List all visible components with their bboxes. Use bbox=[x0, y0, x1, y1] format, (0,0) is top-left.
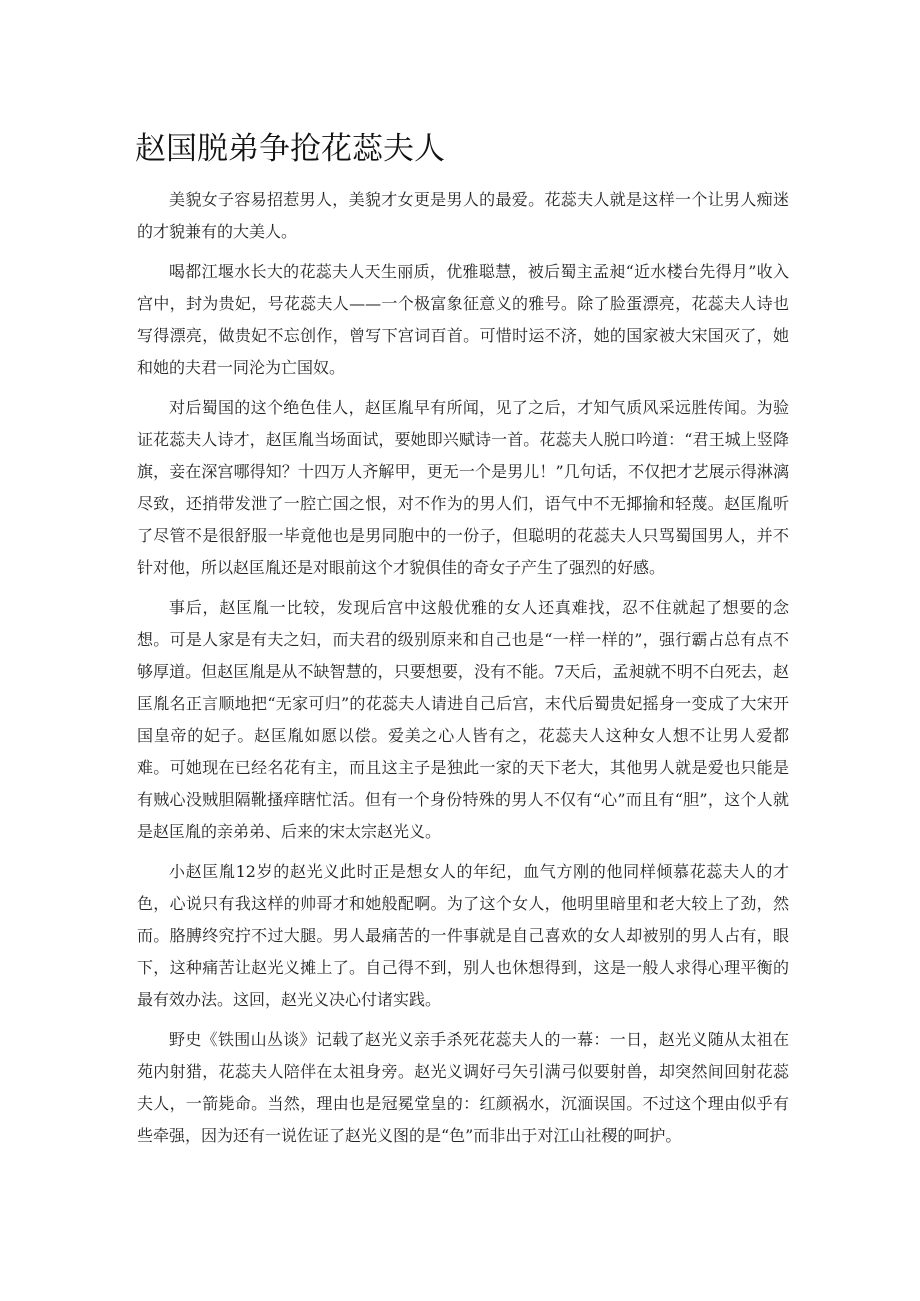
page-title: 赵国脱弟争抢花蕊夫人 bbox=[135, 131, 445, 167]
paragraph: 野史《铁围山丛谈》记载了赵光义亲手杀死花蕊夫人的一幕：一日，赵光义随从太祖在苑内射猎，花蕊夫人陪伴在太祖身旁。赵光义调好弓矢引满弓似要射兽，却突然间回射花蕊夫人，一箭毙命。当然，理由也是冠冕堂皇的：红颜祸水，沉湎误国。不过这个理由似乎有些牵强，因为还有一说佐证了赵光义图的是“色”而非出于对江山社稷的呵护。 bbox=[137, 1030, 789, 1145]
paragraph: 美貌女子容易招惹男人，美貌才女更是男人的最爱。花蕊夫人就是这样一个让男人痴迷的才貌兼有的大美人。 bbox=[137, 190, 789, 241]
paragraph: 事后，赵匡胤一比较，发现后宫中这般优雅的女人还真难找，忍不住就起了想要的念想。可是人家是有夫之妇，而夫君的级别原来和自己也是“一样一样的”，强行霸占总有点不够厚道。但赵匡胤是从不缺智慧的，只要想要，没有不能。7天后，孟昶就不明不白死去，赵匡胤名正言顺地把“无家可归”的花蕊夫人请进自己后宫，末代后蜀贵妃摇身一变成了大宋开国皇帝的妃子。赵匡胤如愿以偿。爱美之心人皆有之，花蕊夫人这种女人想不让男人爱都难。可她现在已经名花有主，而且这主子是独此一家的天下老大，其他男人就是爱也只能是有贼心没贼胆隔靴搔痒瞎忙活。但有一个身份特殊的男人不仅有“心”而且有“胆”，这个人就是赵匡胤的亲弟弟、后来的宋太宗赵光义。 bbox=[137, 598, 789, 841]
paragraph: 小赵匡胤12岁的赵光义此时正是想女人的年纪，血气方刚的他同样倾慕花蕊夫人的才色，心说只有我这样的帅哥才和她般配啊。为了这个女人，他明里暗里和老大较上了劲，然而。胳膊终究拧不过大腿。男人最痛苦的一件事就是自己喜欢的女人却被别的男人占有，眼下，这种痛苦让赵光义摊上了。自己得不到，别人也休想得到，这是一般人求得心理平衡的最有效办法。这回，赵光义决心付诸实践。 bbox=[137, 862, 789, 1009]
paragraph: 对后蜀国的这个绝色佳人，赵匡胤早有所闻，见了之后，才知气质风采远胜传闻。为验证花蕊夫人诗才，赵匡胤当场面试，要她即兴赋诗一首。花蕊夫人脱口吟道：“君王城上竖降旗，妾在深宫哪得知？十四万人齐解甲，更无一个是男儿！”几句话，不仅把才艺展示得淋漓尽致，还捎带发泄了一腔亡国之恨，对不作为的男人们，语气中不无揶揄和轻蔑。赵匡胤听了尽管不是很舒服一毕竟他也是男同胞中的一份子，但聪明的花蕊夫人只骂蜀国男人，并不针对他，所以赵匡胤还是对眼前这个才貌俱佳的奇女子产生了强烈的好感。 bbox=[137, 398, 789, 577]
article-body bbox=[137, 184, 789, 1160]
paragraph: 喝都江堰水长大的花蕊夫人天生丽质，优雅聪慧，被后蜀主孟昶“近水楼台先得月”收入宫中，封为贵妃，号花蕊夫人——一个极富象征意义的雅号。除了脸蛋漂亮，花蕊夫人诗也写得漂亮，做贵妃不忘创作，曾写下宫词百首。可惜时运不济，她的国家被大宋国灭了，她和她的夫君一同沦为亡国奴。 bbox=[137, 262, 789, 377]
